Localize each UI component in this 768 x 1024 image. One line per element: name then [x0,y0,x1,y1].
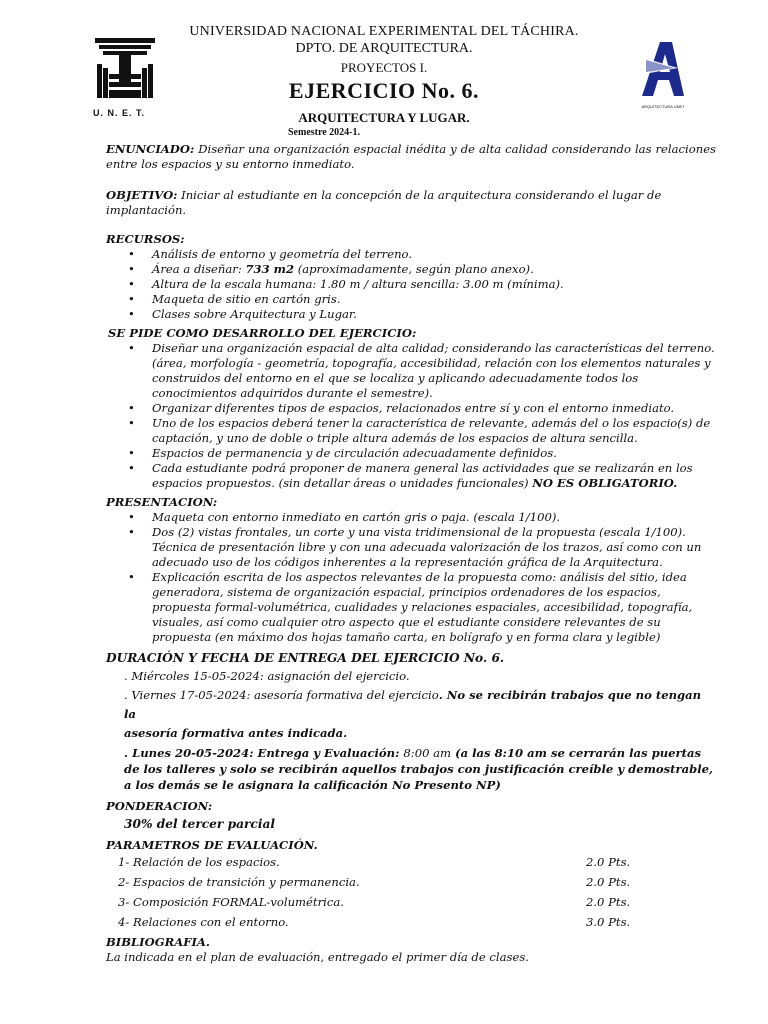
objetivo-label: OBJETIVO: [106,188,178,202]
enunciado-label: ENUNCIADO: [106,142,195,156]
exercise-title: EJERCICIO No. 6. [288,78,480,103]
list-item: • Diseñar una organización espacial de alta calidad; considerando las características del terreno. (área, morfología - geometría, topografía, accesibilidad, relación con los elementos naturales y construidos del entorno en el que se localiza y aplicando adecuadamente todos los conocimientos adquiridos durante el semestre). [106,341,716,401]
table-row: 1- Relación de los espacios. 2.0 Pts. [118,855,631,869]
desarrollo-label: SE PIDE COMO DESARROLLO DEL EJERCICIO: [108,326,417,340]
list-item: • Uno de los espacios deberá tener la característica de relevante, además del o los espacio(s) de captación, y uno de doble o triple altura además de los espacios de altura sencilla. [106,416,716,446]
not-mandatory-note: NO ES OBLIGATORIO. [532,476,678,490]
university-name: UNIVERSIDAD NACIONAL EXPERIMENTAL DEL TÁCHIRA. [189,24,579,39]
objetivo-paragraph [106,188,716,218]
list-item: • Dos (2) vistas frontales, un corte y una vista tridimensional de la propuesta (escala 1/100). Técnica de presentación libre y con una adecuada valorización de los trazos, así como con un adecuado uso de los códigos inherentes a la representación gráfica de la Arquitectura. [106,525,716,570]
table-row: 2- Espacios de transición y permanencia. 2.0 Pts. [118,875,631,889]
exercise-topic: ARQUITECTURA Y LUGAR. [298,110,470,125]
semester: Semestre 2024-1. [287,127,361,138]
duracion-label: DURACIÓN Y FECHA DE ENTREGA DEL EJERCICIO No. 6. [106,651,505,665]
arquitectura-logo-text: ARQUITECTURA UNET [641,104,685,109]
department-name: DPTO. DE ARQUITECTURA. [295,41,473,56]
list-item: • Área a diseñar: 733 m2 (aproximadamente, según plano anexo). [106,262,716,277]
date-advisory-note: asesoría formativa antes indicada. [124,726,348,740]
ponderacion-label: PONDERACION: [106,799,213,813]
ponderacion-value: 30% del tercer parcial [124,817,275,831]
list-item: • Análisis de entorno y geometría del terreno. [106,247,716,262]
date-advisory: . Viernes 17-05-2024: asesoría formativa del ejercicio. No se recibirán trabajos que no tengan la [124,688,702,721]
area-value: 733 m2 [245,262,295,276]
bibliografia-text: La indicada en el plan de evaluación, entregado el primer día de clases. [106,950,529,964]
list-item: • Maqueta con entorno inmediato en cartón gris o paja. (escala 1/100). [106,510,716,525]
parametros-table [106,854,646,930]
enunciado-text: Diseñar una organización espacial inédita y de alta calidad considerando las relaciones entre los espacios y su entorno inmediato. [106,142,716,171]
course-name: PROYECTOS I. [340,60,428,75]
unet-logo-text: U. N. E. T. [93,108,146,118]
list-item: • Clases sobre Arquitectura y Lugar. [106,307,716,322]
parametros-label: PARAMETROS DE EVALUACIÓN. [106,838,318,852]
presentacion-list [106,510,716,645]
bibliografia-label: BIBLIOGRAFIA. [106,935,210,949]
desarrollo-list [106,341,716,491]
document-body [106,142,716,965]
list-item: • Cada estudiante podrá proponer de manera general las actividades que se realizarán en los espacios propuestos. (sin detallar áreas o unidades funcionales) NO ES OBLIGATORIO. [106,461,716,491]
enunciado-paragraph [106,142,716,172]
date-assignment: . Miércoles 15-05-2024: asignación del ejercicio. [124,669,410,683]
list-item: • Organizar diferentes tipos de espacios, relacionados entre sí y con el entorno inmediato. [106,401,716,416]
recursos-list [106,247,716,322]
table-row: 4- Relaciones con el entorno. 3.0 Pts. [118,915,631,929]
recursos-label: RECURSOS: [106,232,185,246]
dates-section [106,667,716,793]
list-item: • Maqueta de sitio en cartón gris. [106,292,716,307]
list-item: • Explicación escrita de los aspectos relevantes de la propuesta como: análisis del sitio, idea generadora, sistema de organización espacial, principios ordenadores de los espacios, propuesta formal-volumétrica, cualidades y relaciones espaciales, accesibilidad, topografía, visuales, así como cualquier otro aspecto que el estudiante considere relevantes de su propuesta (en máximo dos hojas tamaño carta, en bolígrafo y en forma clara y legible) [106,570,716,645]
table-row: 3- Composición FORMAL-volumétrica. 2.0 Pts. [118,895,631,909]
presentacion-label: PRESENTACION: [106,495,218,509]
list-item: • Altura de la escala humana: 1.80 m / altura sencilla: 3.00 m (mínima). [106,277,716,292]
objetivo-text: Iniciar al estudiante en la concepción de la arquitectura considerando el lugar de implantación. [106,188,662,217]
date-delivery: . Lunes 20-05-2024: Entrega y Evaluación: 8:00 am (a las 8:10 am se cerrarán las puertas de los talleres y solo se recibirán aquellos trabajos con justificación creíble y demostrable, a los demás se le asignara la calificación No Presento NP) [124,746,714,792]
list-item: • Espacios de permanencia y de circulación adecuadamente definidos. [106,446,716,461]
